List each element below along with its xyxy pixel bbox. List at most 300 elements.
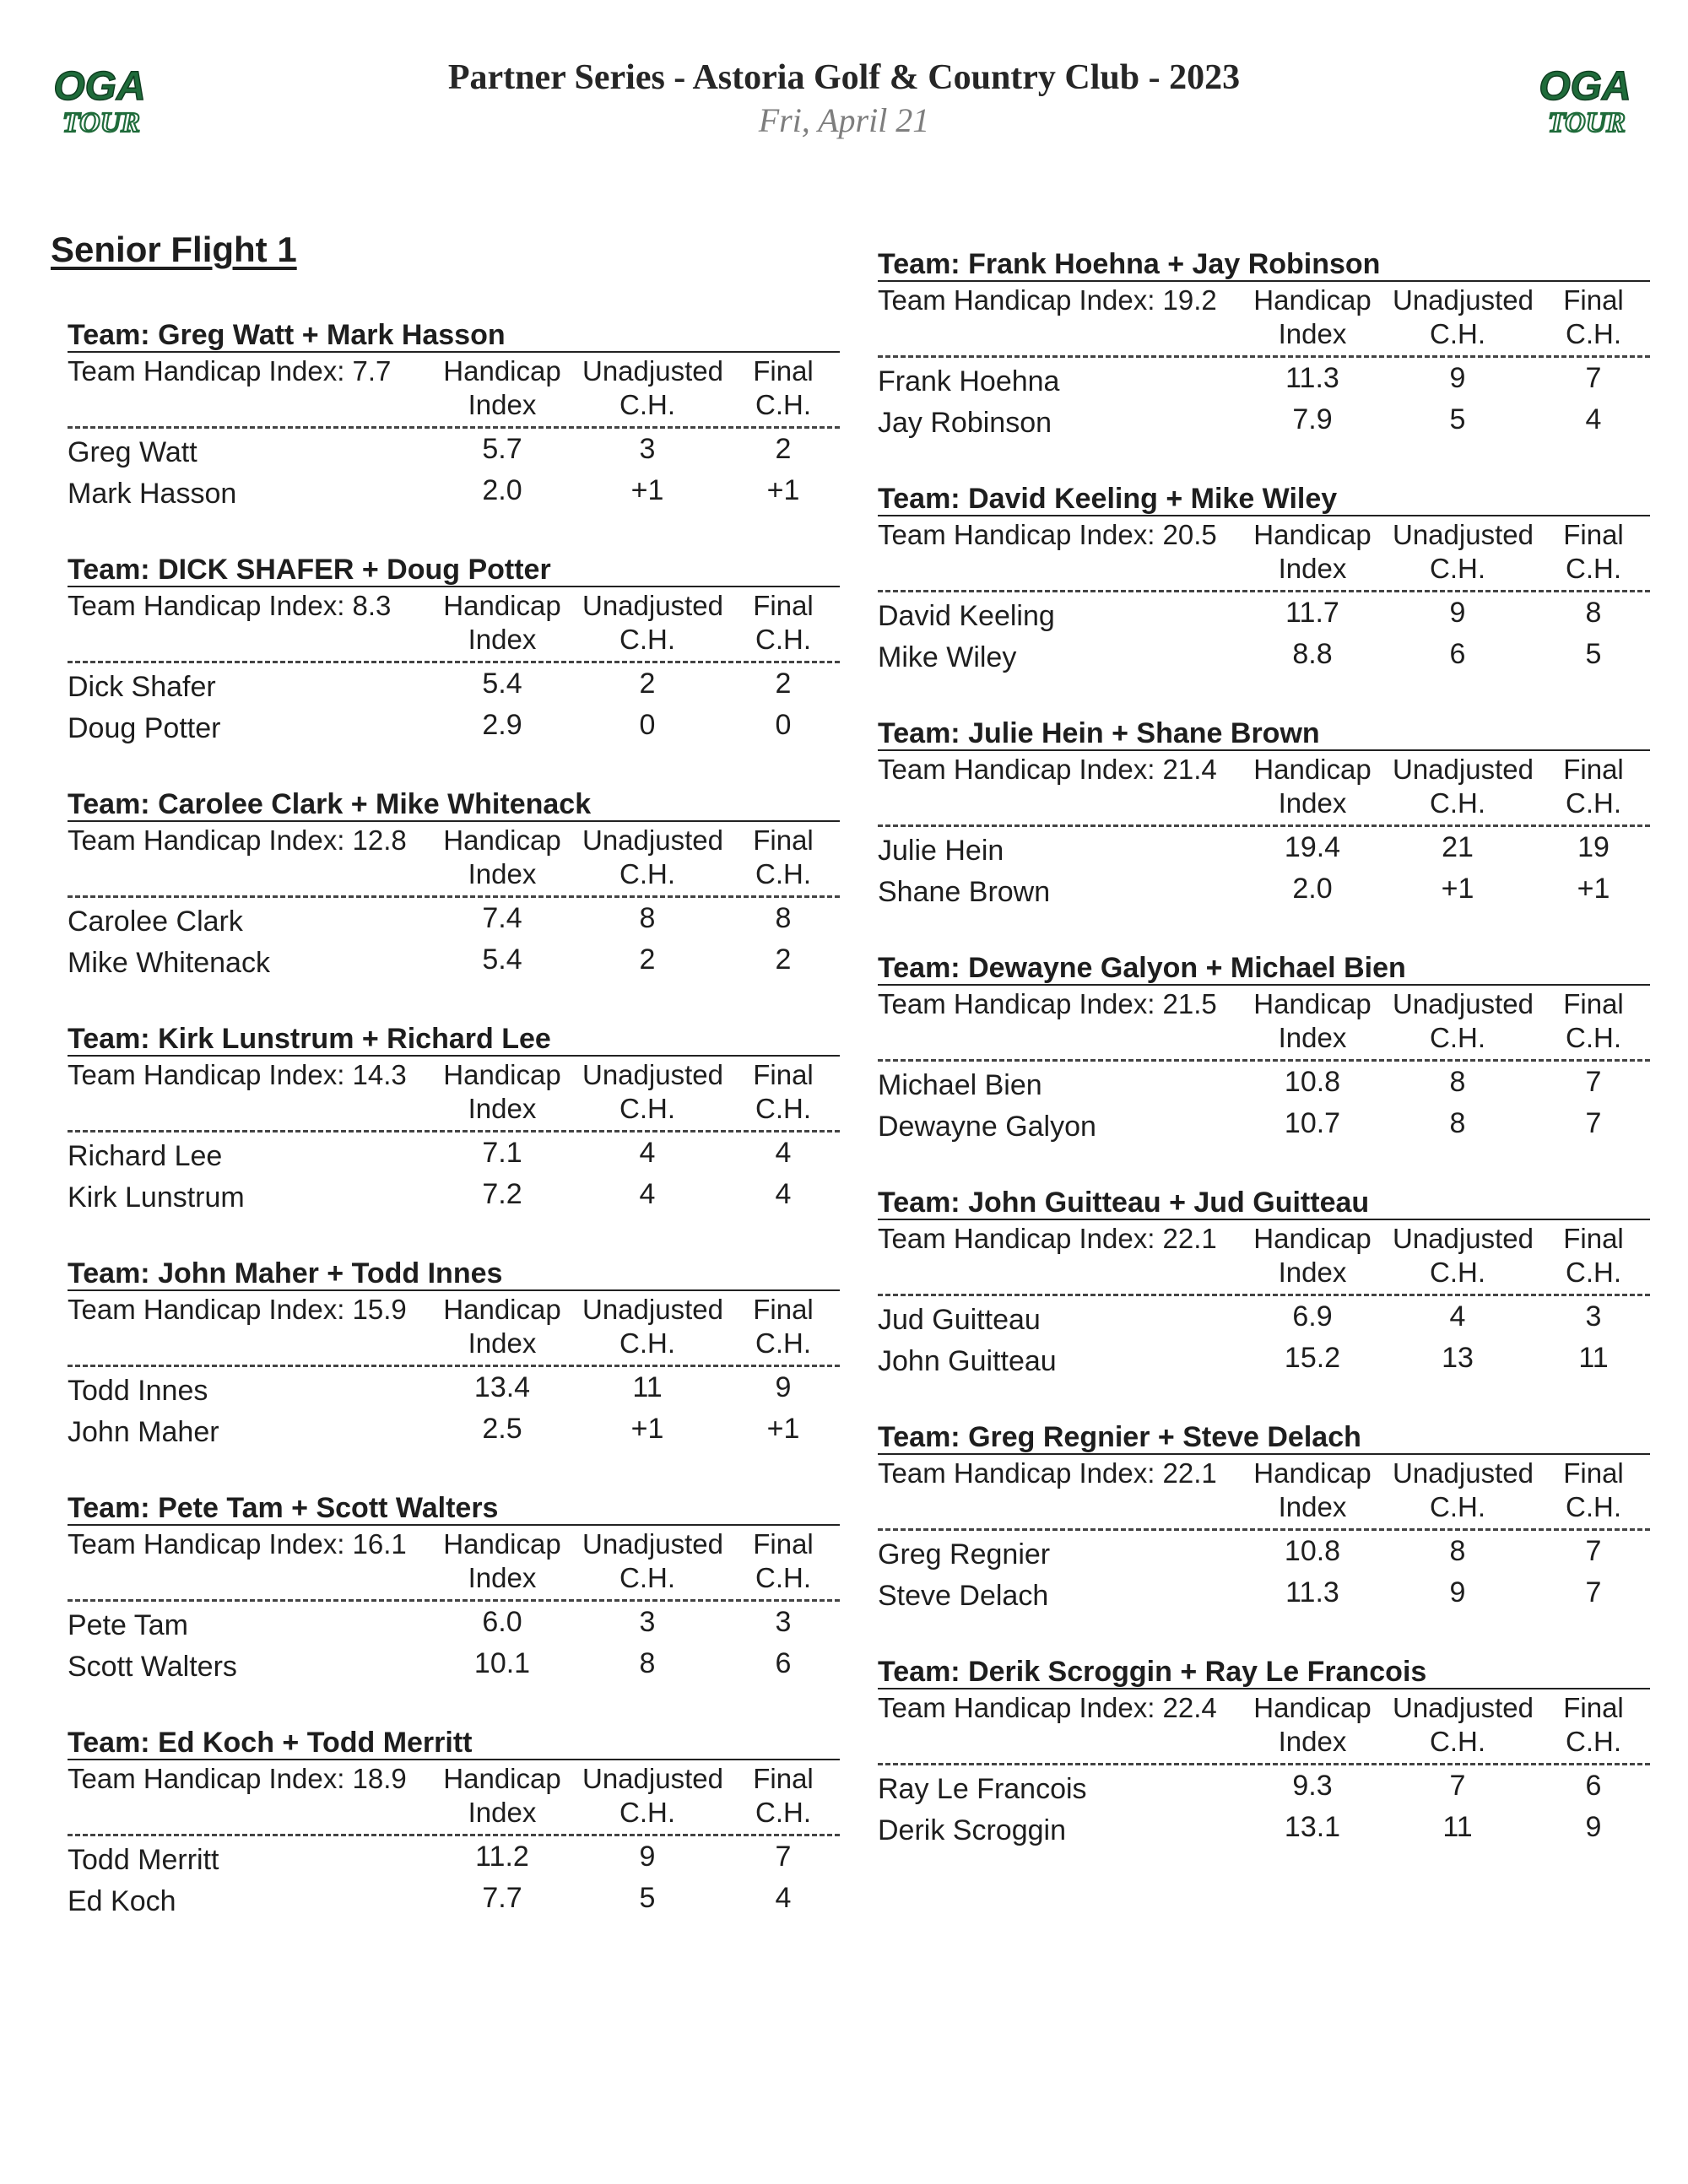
team-handicap-index: Team Handicap Index: 16.1	[68, 1528, 407, 1560]
header-line: C.H.	[619, 1797, 675, 1828]
player-unadjusted-ch: 4	[1449, 1300, 1466, 1333]
handicap-index-header	[1247, 753, 1377, 820]
player-unadjusted-ch: 8	[1449, 1107, 1466, 1139]
unadjusted-ch-header	[1393, 1691, 1534, 1759]
player-final-ch: 2	[775, 943, 792, 976]
header-line: Index	[1278, 1257, 1347, 1288]
team-handicap-index: Team Handicap Index: 14.3	[68, 1059, 407, 1090]
team-table-header	[68, 1760, 840, 1836]
final-ch-header	[726, 1293, 841, 1360]
team-table-header	[878, 1689, 1650, 1765]
team-handicap-index: Team Handicap Index: 22.1	[878, 1223, 1217, 1254]
header-line: Unadjusted	[1393, 519, 1534, 550]
player-final-ch: 2	[775, 668, 792, 700]
unadjusted-ch-header	[582, 354, 723, 422]
player-final-ch: 4	[775, 1137, 792, 1169]
player-handicap-index: 6.0	[482, 1606, 522, 1638]
player-name: Todd Innes	[68, 1375, 208, 1407]
player-final-ch: 11	[1578, 1342, 1609, 1374]
logo-text-top: OGA	[1539, 64, 1631, 109]
player-row	[68, 1602, 840, 1643]
unadjusted-ch-header	[1393, 753, 1534, 820]
player-unadjusted-ch: 9	[1449, 362, 1466, 394]
final-ch-header	[726, 589, 841, 657]
team-title: Team: Greg Regnier + Steve Delach	[878, 1419, 1650, 1455]
player-name: Mike Wiley	[878, 641, 1017, 673]
team-title: Team: John Guitteau + Jud Guitteau	[878, 1185, 1650, 1220]
player-name: Jud Guitteau	[878, 1304, 1041, 1336]
player-unadjusted-ch: +1	[630, 474, 664, 506]
player-unadjusted-ch: 9	[1449, 1576, 1466, 1608]
header-line: Handicap	[443, 1763, 561, 1794]
player-row	[878, 1338, 1650, 1379]
player-row	[68, 429, 840, 470]
player-name: Mike Whitenack	[68, 947, 270, 979]
team-block	[878, 716, 1650, 950]
header-line: C.H.	[1430, 1257, 1485, 1288]
team-table-header	[878, 1220, 1650, 1296]
team-title: Team: Julie Hein + Shane Brown	[878, 716, 1650, 751]
player-final-ch: 9	[775, 1371, 792, 1403]
player-handicap-index: 10.8	[1284, 1066, 1341, 1098]
team-handicap-index: Team Handicap Index: 8.3	[68, 590, 392, 621]
handicap-index-header	[1247, 1222, 1377, 1289]
header-line: Final	[1563, 1692, 1624, 1723]
header-line: C.H.	[619, 624, 675, 655]
header-line: Handicap	[1253, 754, 1372, 785]
unadjusted-ch-header	[1393, 1222, 1534, 1289]
event-date: Fri, April 21	[758, 101, 930, 139]
player-row	[878, 1062, 1650, 1103]
header-line: Unadjusted	[1393, 988, 1534, 1019]
player-row	[68, 1836, 840, 1878]
header-line: Handicap	[443, 590, 561, 621]
player-unadjusted-ch: 11	[1442, 1811, 1473, 1843]
player-handicap-index: 13.4	[473, 1371, 531, 1403]
player-name: Doug Potter	[68, 712, 221, 744]
player-handicap-index: 13.1	[1284, 1811, 1341, 1843]
player-name: John Maher	[68, 1416, 219, 1448]
header-line: C.H.	[1430, 318, 1485, 349]
player-unadjusted-ch: 5	[639, 1882, 656, 1914]
header-line: C.H.	[1566, 553, 1621, 584]
team-title: Team: Greg Watt + Mark Hasson	[68, 317, 840, 353]
player-final-ch: 4	[775, 1882, 792, 1914]
unadjusted-ch-header	[1393, 284, 1534, 351]
header-line: Index	[1278, 318, 1347, 349]
handicap-index-header	[437, 1527, 567, 1595]
player-row	[878, 1103, 1650, 1144]
handicap-index-header	[1247, 1691, 1377, 1759]
player-final-ch: 7	[775, 1841, 792, 1873]
player-unadjusted-ch: 8	[639, 902, 656, 934]
player-final-ch: +1	[766, 474, 800, 506]
header-line: Index	[468, 1562, 537, 1593]
team-title: Team: DICK SHAFER + Doug Potter	[68, 552, 840, 587]
team-table-header	[68, 353, 840, 429]
header-line: C.H.	[1430, 1022, 1485, 1053]
team-block	[878, 950, 1650, 1185]
logo-text-bottom: TOUR	[1548, 107, 1626, 137]
header-line: Final	[1563, 1223, 1624, 1254]
unadjusted-ch-header	[1393, 518, 1534, 586]
player-final-ch: 3	[775, 1606, 792, 1638]
header-line: Index	[1278, 787, 1347, 819]
player-row	[878, 1765, 1650, 1807]
header-line: C.H.	[1566, 1491, 1621, 1522]
player-unadjusted-ch: 3	[639, 1606, 656, 1638]
team-table-header	[68, 1291, 840, 1367]
team-title: Team: Frank Hoehna + Jay Robinson	[878, 246, 1650, 282]
player-handicap-index: 2.0	[1292, 873, 1333, 905]
player-name: Ed Koch	[68, 1885, 176, 1917]
unadjusted-ch-header	[1393, 1457, 1534, 1524]
final-ch-header	[1536, 1457, 1651, 1524]
final-ch-header	[726, 354, 841, 422]
header-line: Unadjusted	[582, 1294, 723, 1325]
header-line: Index	[468, 1327, 537, 1359]
team-title: Team: Ed Koch + Todd Merritt	[68, 1725, 840, 1760]
header-line: Handicap	[1253, 1692, 1372, 1723]
team-block	[68, 787, 840, 1021]
header-line: Index	[1278, 1022, 1347, 1053]
player-final-ch: 4	[775, 1178, 792, 1210]
player-unadjusted-ch: +1	[630, 1413, 664, 1445]
header-line: Unadjusted	[1393, 284, 1534, 316]
unadjusted-ch-header	[1393, 987, 1534, 1055]
team-title: Team: Dewayne Galyon + Michael Bien	[878, 950, 1650, 986]
header-line: C.H.	[755, 389, 811, 420]
header-line: Index	[468, 624, 537, 655]
player-handicap-index: 19.4	[1284, 831, 1341, 863]
handicap-index-header	[1247, 987, 1377, 1055]
player-unadjusted-ch: 7	[1449, 1770, 1466, 1802]
header-line: C.H.	[1430, 1726, 1485, 1757]
unadjusted-ch-header	[582, 1058, 723, 1126]
player-handicap-index: 7.4	[482, 902, 522, 934]
team-handicap-index: Team Handicap Index: 7.7	[68, 355, 392, 387]
final-ch-header	[1536, 1691, 1651, 1759]
player-row	[68, 1878, 840, 1919]
team-handicap-index: Team Handicap Index: 22.4	[878, 1692, 1217, 1723]
team-block	[878, 1185, 1650, 1419]
header-line: Final	[753, 590, 814, 621]
player-name: Todd Merritt	[68, 1844, 219, 1876]
unadjusted-ch-header	[582, 589, 723, 657]
team-handicap-index: Team Handicap Index: 15.9	[68, 1294, 407, 1325]
player-final-ch: 9	[1585, 1811, 1602, 1843]
header-line: Handicap	[1253, 1223, 1372, 1254]
player-name: Pete Tam	[68, 1609, 189, 1641]
player-final-ch: 5	[1585, 638, 1602, 670]
player-name: Greg Regnier	[878, 1538, 1051, 1570]
player-name: Scott Walters	[68, 1651, 237, 1683]
final-ch-header	[1536, 284, 1651, 351]
team-title: Team: Kirk Lunstrum + Richard Lee	[68, 1021, 840, 1057]
team-title: Team: David Keeling + Mike Wiley	[878, 481, 1650, 516]
player-handicap-index: 11.3	[1285, 362, 1339, 394]
player-handicap-index: 6.9	[1292, 1300, 1333, 1333]
player-row	[878, 634, 1650, 675]
final-ch-header	[726, 1058, 841, 1126]
team-handicap-index: Team Handicap Index: 19.2	[878, 284, 1217, 316]
header-line: Unadjusted	[1393, 1223, 1534, 1254]
player-handicap-index: 9.3	[1292, 1770, 1333, 1802]
player-name: Mark Hasson	[68, 478, 237, 510]
header-line: Handicap	[443, 1528, 561, 1560]
player-unadjusted-ch: 9	[639, 1841, 656, 1873]
player-name: Michael Bien	[878, 1069, 1042, 1101]
header-line: Handicap	[1253, 284, 1372, 316]
team-table-header	[878, 1455, 1650, 1531]
player-unadjusted-ch: 2	[639, 943, 656, 976]
player-row	[68, 898, 840, 939]
final-ch-header	[726, 824, 841, 891]
player-handicap-index: 7.9	[1292, 403, 1333, 435]
team-table-header	[878, 282, 1650, 358]
player-row	[68, 1408, 840, 1450]
player-handicap-index: 2.0	[482, 474, 522, 506]
header-line: Unadjusted	[1393, 754, 1534, 785]
unadjusted-ch-header	[582, 1293, 723, 1360]
team-block	[68, 1021, 840, 1256]
team-table-header	[68, 1526, 840, 1602]
player-name: Kirk Lunstrum	[68, 1181, 245, 1214]
header-line: Unadjusted	[582, 1528, 723, 1560]
header-line: Final	[753, 1763, 814, 1794]
final-ch-header	[1536, 987, 1651, 1055]
player-unadjusted-ch: 4	[639, 1178, 656, 1210]
handicap-index-header	[437, 589, 567, 657]
team-table-header	[878, 751, 1650, 827]
final-ch-header	[726, 1762, 841, 1830]
team-block	[68, 317, 840, 552]
page-header	[0, 56, 1688, 142]
team-handicap-index: Team Handicap Index: 21.5	[878, 988, 1217, 1019]
header-line: C.H.	[755, 1797, 811, 1828]
player-final-ch: 6	[1585, 1770, 1602, 1802]
header-line: Index	[1278, 1491, 1347, 1522]
player-name: Dewayne Galyon	[878, 1111, 1096, 1143]
header-line: Index	[1278, 553, 1347, 584]
player-name: Carolee Clark	[68, 905, 243, 938]
header-line: C.H.	[755, 1093, 811, 1124]
player-name: John Guitteau	[878, 1345, 1057, 1377]
player-handicap-index: 10.7	[1284, 1107, 1341, 1139]
player-row	[878, 592, 1650, 634]
player-row	[878, 1296, 1650, 1338]
header-line: Unadjusted	[1393, 1692, 1534, 1723]
header-line: Final	[1563, 519, 1624, 550]
header-line: Index	[468, 389, 537, 420]
player-unadjusted-ch: 6	[1449, 638, 1466, 670]
player-final-ch: 2	[775, 433, 792, 465]
header-line: Final	[1563, 988, 1624, 1019]
header-line: Unadjusted	[1393, 1457, 1534, 1489]
team-table-header	[68, 822, 840, 898]
player-row	[68, 1133, 840, 1174]
player-final-ch: 8	[1585, 597, 1602, 629]
player-row	[878, 1531, 1650, 1572]
header-line: C.H.	[755, 624, 811, 655]
player-handicap-index: 10.8	[1284, 1535, 1341, 1567]
header-line: Unadjusted	[582, 1059, 723, 1090]
player-handicap-index: 11.7	[1285, 597, 1339, 629]
team-table-header	[878, 516, 1650, 592]
handicap-index-header	[1247, 518, 1377, 586]
player-final-ch: 7	[1585, 1066, 1602, 1098]
unadjusted-ch-header	[582, 1762, 723, 1830]
team-handicap-index: Team Handicap Index: 22.1	[878, 1457, 1217, 1489]
player-unadjusted-ch: 8	[639, 1647, 656, 1679]
player-handicap-index: 11.2	[475, 1841, 529, 1873]
player-unadjusted-ch: 3	[639, 433, 656, 465]
final-ch-header	[1536, 518, 1651, 586]
player-name: Derik Scroggin	[878, 1814, 1066, 1846]
player-final-ch: 8	[775, 902, 792, 934]
final-ch-header	[1536, 753, 1651, 820]
header-line: C.H.	[1430, 553, 1485, 584]
handicap-index-header	[437, 1293, 567, 1360]
header-line: Handicap	[443, 1059, 561, 1090]
player-name: Jay Robinson	[878, 407, 1052, 439]
player-row	[68, 705, 840, 746]
header-line: C.H.	[619, 1562, 675, 1593]
header-line: C.H.	[1566, 318, 1621, 349]
player-unadjusted-ch: 4	[639, 1137, 656, 1169]
player-handicap-index: 10.1	[473, 1647, 531, 1679]
header-line: Index	[468, 858, 537, 889]
player-final-ch: 3	[1585, 1300, 1602, 1333]
header-line: Index	[468, 1797, 537, 1828]
player-handicap-index: 2.9	[482, 709, 522, 741]
player-handicap-index: 15.2	[1284, 1342, 1341, 1374]
handicap-index-header	[1247, 1457, 1377, 1524]
player-unadjusted-ch: +1	[1441, 873, 1474, 905]
header-line: Final	[753, 1059, 814, 1090]
player-row	[878, 399, 1650, 441]
handicap-index-header	[437, 354, 567, 422]
player-name: Richard Lee	[68, 1140, 223, 1172]
team-block	[68, 1490, 840, 1725]
unadjusted-ch-header	[582, 824, 723, 891]
handicap-index-header	[437, 1058, 567, 1126]
player-name: Greg Watt	[68, 436, 197, 468]
left-team-column	[68, 317, 840, 1960]
team-table-header	[68, 1057, 840, 1133]
player-final-ch: 19	[1577, 831, 1610, 863]
header-line: C.H.	[619, 389, 675, 420]
player-row	[68, 470, 840, 511]
team-title: Team: Derik Scroggin + Ray Le Francois	[878, 1654, 1650, 1689]
header-line: C.H.	[755, 858, 811, 889]
header-line: C.H.	[1430, 1491, 1485, 1522]
player-final-ch: 7	[1585, 1107, 1602, 1139]
player-handicap-index: 2.5	[482, 1413, 522, 1445]
logo-text-bottom: TOUR	[62, 107, 140, 137]
player-row	[68, 939, 840, 981]
handicap-index-header	[437, 824, 567, 891]
player-unadjusted-ch: 13	[1442, 1342, 1474, 1374]
header-line: Unadjusted	[582, 1763, 723, 1794]
player-handicap-index: 7.7	[482, 1882, 522, 1914]
header-line: Final	[1563, 754, 1624, 785]
player-row	[68, 1367, 840, 1408]
header-line: Handicap	[1253, 1457, 1372, 1489]
header-line: C.H.	[619, 1327, 675, 1359]
header-line: C.H.	[1430, 787, 1485, 819]
player-row	[68, 1174, 840, 1215]
logo-text-top: OGA	[53, 64, 146, 109]
player-unadjusted-ch: 5	[1449, 403, 1466, 435]
header-line: Final	[753, 824, 814, 856]
player-handicap-index: 7.2	[482, 1178, 522, 1210]
player-row	[878, 358, 1650, 399]
player-handicap-index: 5.4	[482, 943, 522, 976]
player-name: Dick Shafer	[68, 671, 216, 703]
header-line: Unadjusted	[582, 824, 723, 856]
header-line: Final	[753, 355, 814, 387]
header-line: C.H.	[755, 1327, 811, 1359]
header-line: Handicap	[443, 824, 561, 856]
header-line: C.H.	[755, 1562, 811, 1593]
team-block	[878, 246, 1650, 481]
header-line: Handicap	[443, 1294, 561, 1325]
final-ch-header	[726, 1527, 841, 1595]
player-final-ch: 7	[1585, 362, 1602, 394]
player-final-ch: 7	[1585, 1576, 1602, 1608]
player-row	[878, 827, 1650, 868]
header-line: C.H.	[619, 1093, 675, 1124]
player-row	[68, 1643, 840, 1684]
unadjusted-ch-header	[582, 1527, 723, 1595]
handicap-index-header	[437, 1762, 567, 1830]
team-block	[68, 1725, 840, 1960]
header-line: C.H.	[1566, 1257, 1621, 1288]
header-line: Index	[1278, 1726, 1347, 1757]
player-row	[68, 663, 840, 705]
final-ch-header	[1536, 1222, 1651, 1289]
team-block	[878, 1419, 1650, 1654]
header-line: Unadjusted	[582, 355, 723, 387]
player-final-ch: 0	[775, 709, 792, 741]
team-handicap-index: Team Handicap Index: 18.9	[68, 1763, 407, 1794]
player-handicap-index: 5.4	[482, 668, 522, 700]
header-line: Index	[468, 1093, 537, 1124]
player-final-ch: +1	[766, 1413, 800, 1445]
header-line: C.H.	[619, 858, 675, 889]
player-name: Steve Delach	[878, 1580, 1049, 1612]
player-handicap-index: 5.7	[482, 433, 522, 465]
team-table-header	[68, 587, 840, 663]
team-block	[68, 552, 840, 787]
header-line: Final	[753, 1528, 814, 1560]
handicap-index-header	[1247, 284, 1377, 351]
player-name: Julie Hein	[878, 835, 1004, 867]
header-line: Handicap	[1253, 519, 1372, 550]
player-name: David Keeling	[878, 600, 1055, 632]
header-line: Handicap	[443, 355, 561, 387]
player-name: Shane Brown	[878, 876, 1051, 908]
player-final-ch: 6	[775, 1647, 792, 1679]
player-final-ch: 4	[1585, 403, 1602, 435]
player-row	[878, 868, 1650, 910]
right-team-column	[878, 246, 1650, 1889]
header-line: Unadjusted	[582, 590, 723, 621]
header-line: C.H.	[1566, 787, 1621, 819]
player-unadjusted-ch: 21	[1442, 831, 1474, 863]
player-name: Frank Hoehna	[878, 365, 1060, 397]
